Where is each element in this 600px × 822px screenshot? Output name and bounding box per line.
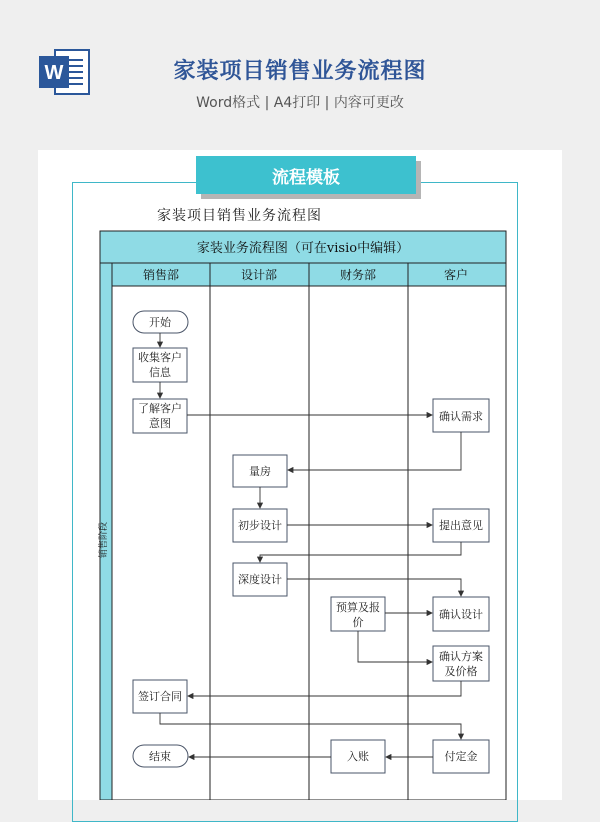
- node-account-text: 入账: [347, 750, 369, 763]
- node-collect-text-2: 信息: [149, 366, 171, 379]
- page-subtitle: Word格式 | A4打印 | 内容可更改: [196, 95, 404, 111]
- node-confirm-plan-text-2: 及价格: [444, 665, 478, 678]
- node-confirm-need-text: 确认需求: [439, 410, 483, 423]
- lane-label-sales: 销售部: [142, 268, 180, 282]
- node-budget-text-1: 预算及报: [336, 601, 380, 614]
- lane-label-finance: 财务部: [339, 268, 377, 282]
- node-confirm-plan-text-1: 确认方案: [439, 650, 483, 663]
- node-collect-text-1: 收集客户: [138, 351, 182, 364]
- node-confirm-design-text: 确认设计: [439, 608, 483, 621]
- node-deep-design-text: 深度设计: [238, 573, 282, 586]
- node-initial-design-text: 初步设计: [238, 519, 282, 532]
- lane-label-design: 设计部: [240, 268, 278, 282]
- node-propose-text: 提出意见: [439, 519, 483, 532]
- node-understand-text-2: 意图: [149, 417, 171, 430]
- template-banner: 流程模板: [196, 156, 416, 194]
- node-sign-text: 签订合同: [138, 690, 182, 703]
- node-understand-text-1: 了解客户: [138, 402, 182, 415]
- lane-label-customer: 客户: [443, 268, 469, 282]
- node-measure-text: 量房: [249, 465, 271, 478]
- node-end-text: 结束: [149, 750, 171, 763]
- table-title: 家装业务流程图（可在visio中编辑）: [196, 241, 410, 256]
- node-budget-text-2: 价: [352, 616, 364, 629]
- node-deposit-text: 付定金: [444, 750, 478, 763]
- node-start-text: 开始: [149, 316, 171, 329]
- stage-label: 销售阶段: [99, 521, 109, 559]
- document-title: 家装项目销售业务流程图: [157, 208, 322, 224]
- word-icon-letter: W: [44, 62, 64, 84]
- page-title: 家装项目销售业务流程图: [173, 59, 427, 84]
